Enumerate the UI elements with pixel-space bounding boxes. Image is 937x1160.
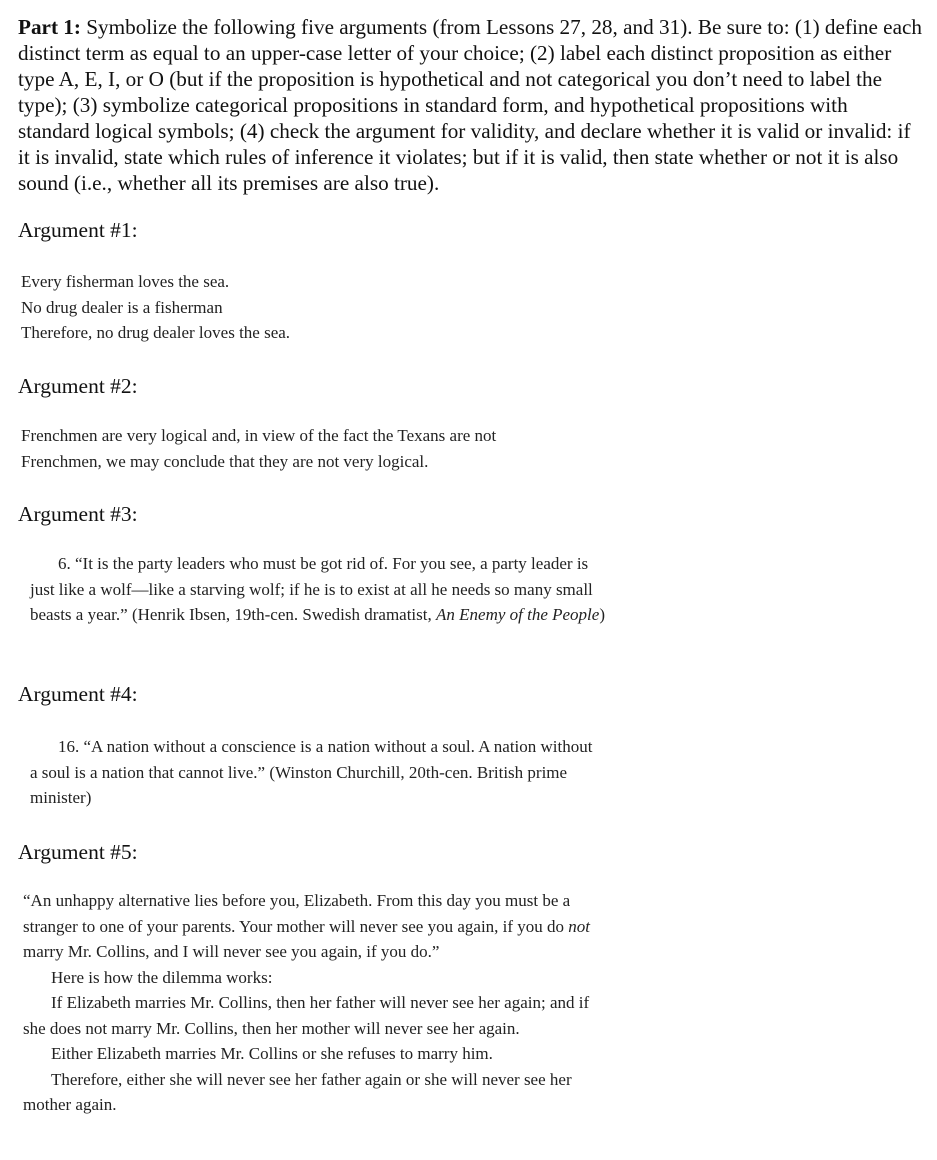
argument-1-line-2: No drug dealer is a fisherman [21, 297, 223, 317]
instructions-text: Symbolize the following five arguments (from Lessons 27, 28, and 31). Be sure to: (1) define each distinct term as equal to an upper-case letter of your choice; (2) label each distinct proposition as either type A, E, I, or O (but if the proposition is hypothetical and not categorical you don’t need to label the type); (3) symbolize categorical propositions in standard form, and hypothetical propositions with standard logical symbols; (4) check the argument for validity, and declare whether it is valid or invalid: if it is invalid, state which rules of inference it violates; but if it is valid, then state whether or not it is also sound (i.e., whether all its premises are also true). [18, 15, 922, 195]
argument-3-body [30, 551, 605, 628]
argument-5-quote-part-1: “An unhappy alternative lies before you, Elizabeth. From this day you must be a stranger to one of your parents. Your mother will never see you again, if you do [23, 891, 571, 936]
argument-3-work-title: An Enemy of the People [436, 605, 600, 624]
part-label: Part 1: [18, 15, 81, 39]
argument-2-text: Frenchmen are very logical and, in view of the fact the Texans are not Frenchmen, we may conclude that they are not very logical. [21, 426, 497, 471]
argument-5-emphasis: not [568, 916, 591, 936]
argument-1-heading: Argument #1: [18, 218, 138, 242]
argument-4-heading: Argument #4: [18, 682, 138, 706]
argument-5-premise-2: Either Elizabeth marries Mr. Collins or she refuses to marry him. [51, 1044, 493, 1063]
argument-3-close: ) [599, 605, 605, 624]
argument-3-text [30, 551, 605, 628]
argument-4-text: 16. “A nation without a conscience is a nation without a soul. A nation without a soul is a nation that cannot live.” (Winston Churchill, 20th-cen. British prime minister) [30, 737, 593, 807]
argument-2-heading: Argument #2: [18, 374, 138, 398]
argument-3-quote: 6. “It is the party leaders who must be got rid of. For you see, a party leader is just like a wolf—like a starving wolf; if he is to exist at all he needs so many small beasts a year.” (Henrik Ibsen, 19th-cen. Swedish dramatist, [30, 554, 593, 624]
instructions-paragraph [18, 14, 923, 196]
argument-5-dilemma-intro: Here is how the dilemma works: [51, 967, 273, 987]
argument-5-body [23, 888, 593, 1118]
argument-5-quote-part-2: marry Mr. Collins, and I will never see you again, if you do.” [23, 942, 440, 961]
argument-4-body [30, 734, 600, 811]
argument-5-conclusion: Therefore, either she will never see her father again or she will never see her mother again. [23, 1069, 572, 1114]
argument-2-body [21, 423, 551, 474]
argument-5-heading: Argument #5: [18, 840, 138, 864]
argument-1-line-1: Every fisherman loves the sea. [21, 272, 230, 291]
argument-1-line-3: Therefore, no drug dealer loves the sea. [21, 323, 291, 342]
argument-5-premise-1: If Elizabeth marries Mr. Collins, then her father will never see her again; and if she does not marry Mr. Collins, then her mother will never see her again. [23, 993, 590, 1038]
argument-5-quote [23, 888, 593, 965]
argument-1-body [21, 269, 621, 346]
argument-3-heading: Argument #3: [18, 502, 138, 526]
